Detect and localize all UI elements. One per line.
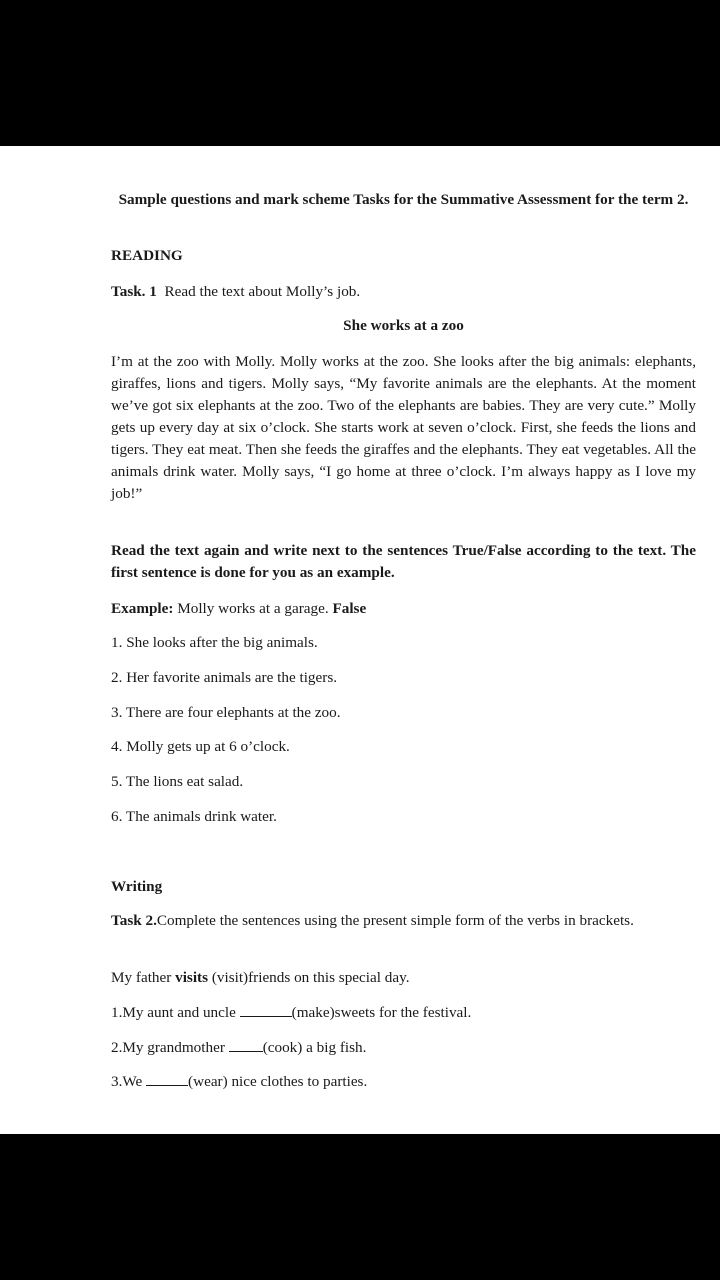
writing-item-2 <box>111 1037 696 1059</box>
example-text: Molly works at a garage. <box>177 600 329 617</box>
example-answer: False <box>332 600 367 617</box>
passage-title: She works at a zoo <box>343 317 464 334</box>
task1-instruction: Read the text again and write next to the sentences True/False according to the text. The first sentence is done for you as an example. <box>111 542 696 581</box>
statement-1: 1. She looks after the big animals. <box>111 634 318 651</box>
writing-item-3 <box>111 1071 696 1093</box>
writing-example-line <box>111 967 696 989</box>
writing-item-3-pre: 3.We <box>111 1073 143 1090</box>
task2-label: Task 2. <box>111 912 157 929</box>
statement-2: 2. Her favorite animals are the tigers. <box>111 669 338 686</box>
reading-heading: READING <box>111 247 183 264</box>
reading-passage: I’m at the zoo with Molly. Molly works at the zoo. She looks after the big animals: elephants, giraffes, lions and tigers. Molly says, “My favorite animals are the elephants. At the moment we’ve got six elephants at the zoo. Two of the elephants are babies. They are very cute.” Molly gets up every day at six o’clock. She starts work at seven o’clock. First, she feeds the lions and tigers. They eat meat. Then she feeds the giraffes and the elephants. They eat vegetables. All the animals drink water. Molly says, “I go home at three o’clock. I’m always happy as I love my job!” <box>111 353 696 502</box>
example-label: Example: <box>111 600 174 617</box>
statement-5: 5. The lions eat salad. <box>111 773 244 790</box>
statement-3: 3. There are four elephants at the zoo. <box>111 704 341 721</box>
writing-item-2-blank[interactable] <box>229 1037 263 1052</box>
writing-example-post: (visit)friends on this special day. <box>211 969 410 986</box>
example-line <box>111 598 696 620</box>
task2-line <box>111 910 696 932</box>
task1-text: Read the text about Molly’s job. <box>164 283 361 300</box>
document-page <box>0 146 720 1134</box>
task1-line <box>111 281 696 303</box>
statement-6: 6. The animals drink water. <box>111 808 277 825</box>
writing-example-pre: My father <box>111 969 172 986</box>
writing-heading: Writing <box>111 878 163 895</box>
writing-item-1 <box>111 1002 696 1024</box>
task1-label: Task. 1 <box>111 283 157 300</box>
writing-item-1-post: (make)sweets for the festival. <box>291 1004 472 1021</box>
writing-item-1-blank[interactable] <box>240 1002 292 1017</box>
writing-item-2-post: (cook) a big fish. <box>262 1039 367 1056</box>
document-title: Sample questions and mark scheme Tasks for the Summative Assessment for the term 2. <box>118 191 689 208</box>
writing-item-2-pre: 2.My grandmother <box>111 1039 225 1056</box>
writing-item-3-blank[interactable] <box>146 1071 188 1086</box>
writing-example-verb: visits <box>175 969 209 986</box>
writing-item-3-post: (wear) nice clothes to parties. <box>188 1073 368 1090</box>
task2-text: Complete the sentences using the present simple form of the verbs in brackets. <box>156 912 634 929</box>
writing-item-1-pre: 1.My aunt and uncle <box>111 1004 236 1021</box>
statement-4: 4. Molly gets up at 6 o’clock. <box>111 738 290 755</box>
